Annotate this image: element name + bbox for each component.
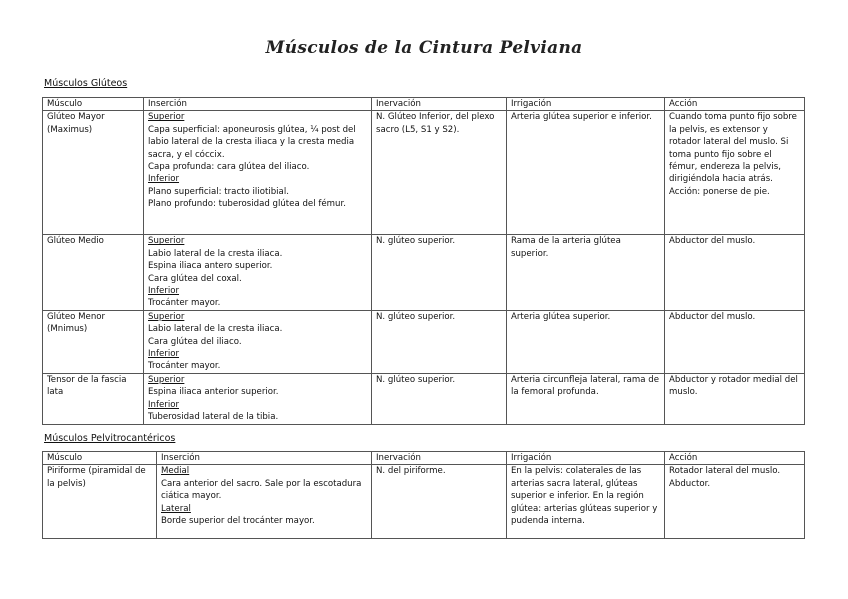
irrigation-cell: Arteria circunfleja lateral, rama de la femoral profunda. xyxy=(507,373,665,424)
irrigation-cell: Arteria glútea superior e inferior. xyxy=(507,111,665,235)
insertion-cell xyxy=(144,111,372,235)
insertion-cell xyxy=(144,310,372,373)
table-row xyxy=(43,310,805,373)
insertion-subheading: Superior xyxy=(148,374,185,385)
column-header: Acción xyxy=(665,98,805,111)
insertion-subheading: Medial xyxy=(161,466,190,477)
insertion-subheading: Lateral xyxy=(161,503,191,514)
muscle-cell: Glúteo Medio xyxy=(43,235,144,310)
insertion-subheading: Inferior xyxy=(148,174,180,185)
insertion-subheading: Inferior xyxy=(148,349,180,360)
insertion-line: Trocánter mayor. xyxy=(148,361,221,372)
innervation-cell: N. glúteo superior. xyxy=(372,373,507,424)
insertion-line: Labio lateral de la cresta iliaca. xyxy=(148,324,283,335)
muscle-cell: Piriforme (piramidal de la pelvis) xyxy=(43,465,157,539)
innervation-cell: N. glúteo superior. xyxy=(372,235,507,310)
section-heading-pelvitrocantericos: Músculos Pelvitrocantéricos xyxy=(44,433,176,444)
gluteos-table xyxy=(42,97,805,425)
insertion-subheading: Superior xyxy=(148,236,185,247)
irrigation-cell: Arteria glútea superior. xyxy=(507,310,665,373)
insertion-line: Cara glútea del coxal. xyxy=(148,273,242,284)
insertion-line: Plano profundo: tuberosidad glútea del fémur. xyxy=(148,199,346,210)
insertion-subheading: Inferior xyxy=(148,399,180,410)
action-cell: Abductor del muslo. xyxy=(665,235,805,310)
insertion-cell xyxy=(144,373,372,424)
muscle-cell: Glúteo Menor (Mnimus) xyxy=(43,310,144,373)
insertion-line: Cara anterior del sacro. Sale por la escotadura ciática mayor. xyxy=(161,478,362,502)
action-cell: Abductor del muslo. xyxy=(665,310,805,373)
insertion-line: Capa profunda: cara glútea del iliaco. xyxy=(148,162,310,173)
table-row xyxy=(43,465,805,539)
table-row xyxy=(43,235,805,310)
insertion-subheading: Inferior xyxy=(148,286,180,297)
insertion-line: Trocánter mayor. xyxy=(148,298,221,309)
table-row xyxy=(43,111,805,235)
insertion-line: Capa superficial: aponeurosis glútea, ¼ post del labio lateral de la cresta iliaca y la cresta media sacra, y el cóccix. xyxy=(148,124,356,160)
irrigation-cell: Rama de la arteria glútea superior. xyxy=(507,235,665,310)
innervation-cell: N. glúteo superior. xyxy=(372,310,507,373)
column-header: Inervación xyxy=(372,452,507,465)
table-row xyxy=(43,373,805,424)
insertion-line: Cara glútea del iliaco. xyxy=(148,336,242,347)
column-header: Inserción xyxy=(157,452,372,465)
column-header: Músculo xyxy=(43,452,157,465)
section-heading-gluteos: Músculos Glúteos xyxy=(44,78,128,89)
column-header: Acción xyxy=(665,452,805,465)
insertion-cell xyxy=(157,465,372,539)
insertion-subheading: Superior xyxy=(148,112,185,123)
insertion-line: Espina iliaca antero superior. xyxy=(148,261,273,272)
muscle-cell: Glúteo Mayor (Maximus) xyxy=(43,111,144,235)
pelvitrocantericos-table xyxy=(42,451,805,539)
table-header-row xyxy=(43,452,805,465)
muscle-cell: Tensor de la fascia lata xyxy=(43,373,144,424)
innervation-cell: N. del piriforme. xyxy=(372,465,507,539)
insertion-line: Plano superficial: tracto iliotibial. xyxy=(148,186,289,197)
irrigation-cell: En la pelvis: colaterales de las arterias sacra lateral, glúteas superior e inferior. En la región glútea: arterias glúteas superior y pudenda interna. xyxy=(507,465,665,539)
page-title: Músculos de la Cintura Pelviana xyxy=(265,38,583,58)
table-header-row xyxy=(43,98,805,111)
insertion-line: Tuberosidad lateral de la tibia. xyxy=(148,412,279,423)
column-header: Irrigación xyxy=(507,452,665,465)
column-header: Inserción xyxy=(144,98,372,111)
action-cell: Abductor y rotador medial del muslo. xyxy=(665,373,805,424)
action-cell: Rotador lateral del muslo. Abductor. xyxy=(665,465,805,539)
action-cell: Cuando toma punto fijo sobre la pelvis, es extensor y rotador lateral del muslo. Si toma punto fijo sobre el fémur, endereza la pelvis, dirigiéndola hacia atrás. Acción: ponerse de pie. xyxy=(665,111,805,235)
insertion-line: Borde superior del trocánter mayor. xyxy=(161,516,315,527)
column-header: Irrigación xyxy=(507,98,665,111)
innervation-cell: N. Glúteo Inferior, del plexo sacro (L5, S1 y S2). xyxy=(372,111,507,235)
column-header: Inervación xyxy=(372,98,507,111)
insertion-cell xyxy=(144,235,372,310)
insertion-line: Labio lateral de la cresta iliaca. xyxy=(148,248,283,259)
insertion-line: Espina iliaca anterior superior. xyxy=(148,387,279,398)
column-header: Músculo xyxy=(43,98,144,111)
insertion-subheading: Superior xyxy=(148,311,185,322)
